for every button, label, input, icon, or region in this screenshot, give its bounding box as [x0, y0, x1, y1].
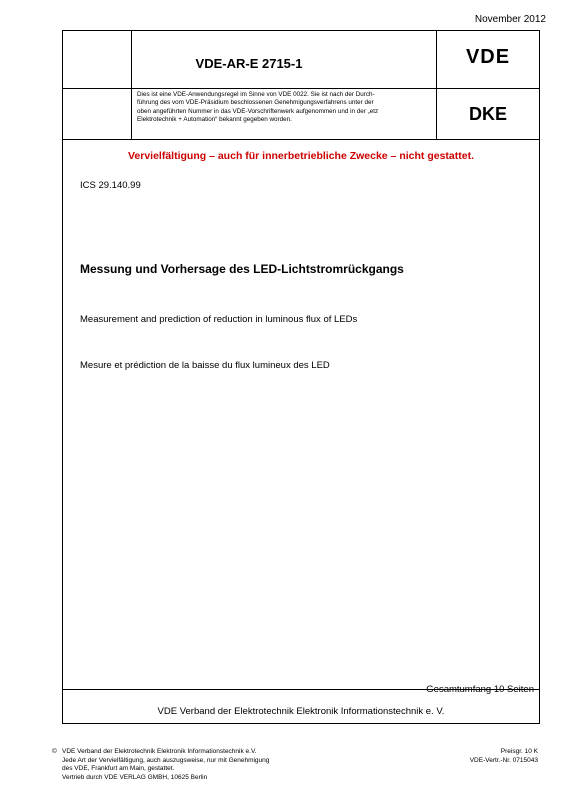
header-column-divider-left: [131, 31, 132, 139]
copyright-symbol: ©: [52, 748, 57, 755]
footer-line: Jede Art der Vervielfältigung, auch auszugsweise, nur mit Genehmigung: [62, 756, 270, 764]
publication-date: November 2012: [474, 14, 546, 25]
publisher-name: VDE Verband der Elektrotechnik Elektronik Informationstechnik e. V.: [157, 706, 445, 717]
dke-logo: DKE: [468, 104, 507, 124]
footer-copyright: [52, 748, 270, 782]
footer-line: Vertrieb durch VDE VERLAG GMBH, 10625 Berlin: [62, 773, 208, 781]
approval-notice-line: Dies ist eine VDE-Anwendungsregel im Sinne von VDE 0022. Sie ist nach der Durch-: [137, 91, 375, 98]
footer-line: des VDE, Frankfurt am Main, gestattet.: [62, 765, 175, 772]
reproduction-warning: Vervielfältigung – auch für innerbetriebliche Zwecke – nicht gestattet.: [127, 150, 474, 162]
total-pages: Gesamtumfang 10 Seiten: [426, 684, 534, 695]
vde-logo: VDE: [465, 46, 511, 68]
title-french: Mesure et prédiction de la baisse du flux lumineux des LED: [80, 360, 330, 371]
footer-pricing: [470, 748, 538, 765]
cover-frame: [62, 30, 540, 724]
ics-code: ICS 29.140.99: [80, 180, 141, 191]
title-english: Measurement and prediction of reduction in luminous flux of LEDs: [80, 314, 358, 325]
approval-notice-line: oben angeführten Nummer in das VDE-Vorschriftenwerk aufgenommen und in der „etz: [137, 107, 379, 115]
approval-notice-line: führung des vom VDE-Präsidium beschlossenen Genehmigungsverfahrens unter der: [137, 99, 374, 107]
approval-notice-line: Elektrotechnik + Automation“ bekannt gegeben worden.: [137, 115, 292, 123]
price-group: Preisgr. 10 K: [500, 748, 538, 755]
sales-number: VDE-Vertr.-Nr. 0715043: [469, 756, 538, 764]
document-id: VDE-AR-E 2715-1: [195, 56, 303, 71]
header-divider-top: [63, 88, 539, 89]
title-german: Messung und Vorhersage des LED-Lichtstromrückgangs: [80, 262, 404, 276]
header-divider-bottom: [63, 139, 539, 140]
footer-line: VDE Verband der Elektrotechnik Elektronik Informationstechnik e.V.: [62, 748, 257, 755]
approval-notice: [137, 91, 431, 124]
